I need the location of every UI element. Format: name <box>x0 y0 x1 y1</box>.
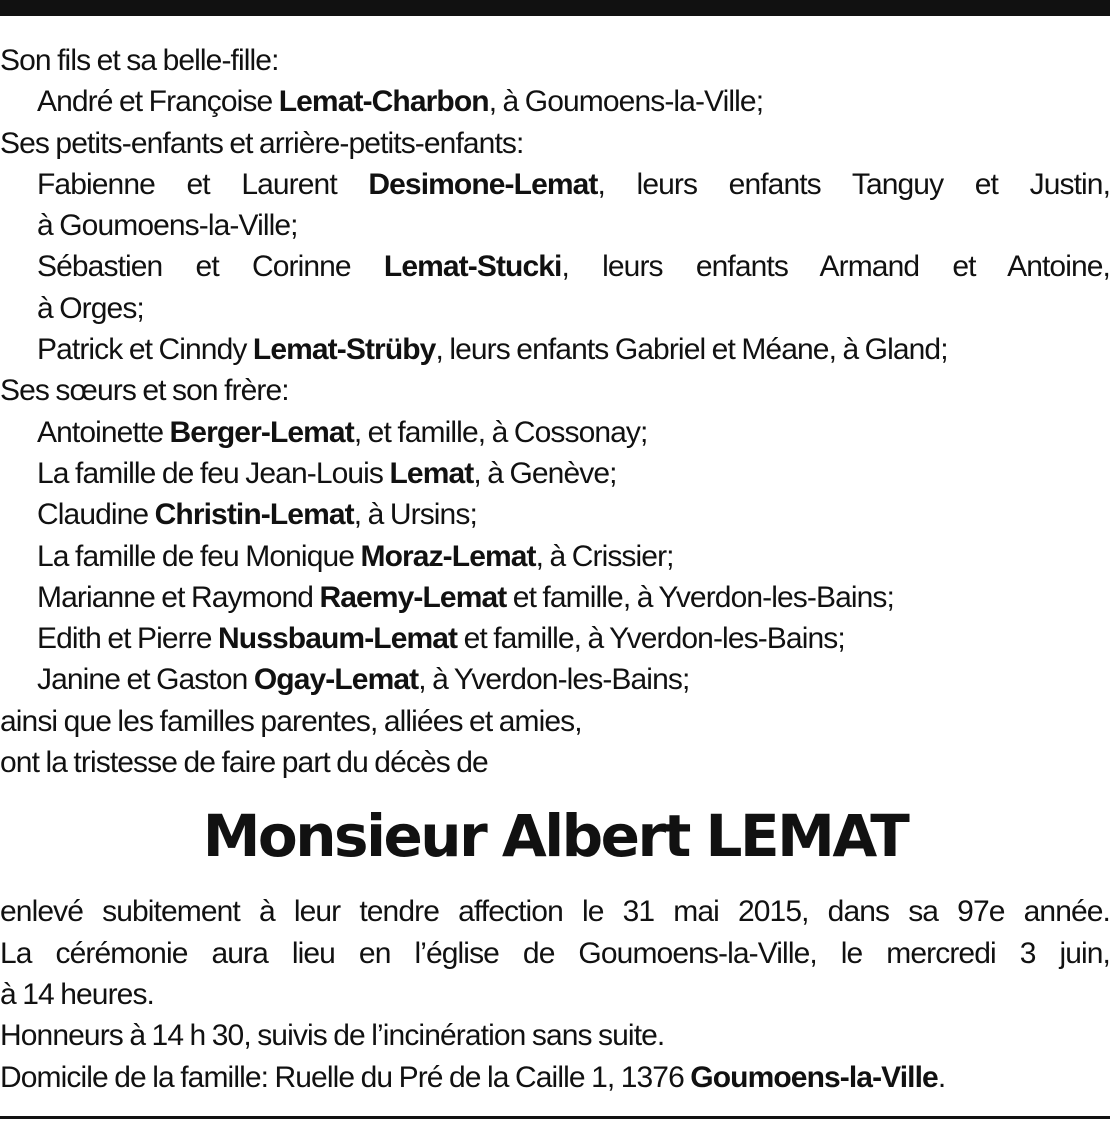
sibling-rest: , et famille, à Cossonay; <box>353 415 648 449</box>
sibling-surname: Berger-Lemat <box>169 415 354 449</box>
sibling-entry-7 <box>0 659 1110 700</box>
sibling-surname: Christin-Lemat <box>154 498 354 532</box>
sibling-first-names: Marianne et Raymond <box>37 580 320 614</box>
grandchild-surname: Lemat-Strüby <box>252 333 436 367</box>
sibling-first-names: Janine et Gaston <box>37 663 254 697</box>
son-surname: Lemat-Charbon <box>278 85 489 119</box>
intro-grandchildren: Ses petits-enfants et arrière-petits-enfants: <box>0 126 524 160</box>
ceremony-line-1: La cérémonie aura lieu en l’église de Goumoens-la-Ville, le mercredi 3 juin, <box>0 936 1110 970</box>
top-rule <box>0 0 1110 16</box>
bottom-rule <box>0 1116 1110 1119</box>
sibling-first-names: Claudine <box>37 498 155 532</box>
domicile-end: . <box>937 1060 946 1094</box>
son-first-names: André et Françoise <box>37 85 279 119</box>
grandchild-rest: , leurs enfants Gabriel et Méane, à Gland; <box>435 333 948 367</box>
sibling-surname: Lemat <box>389 456 474 490</box>
grandchild-continuation-1: à Goumoens-la-Ville; <box>37 209 298 243</box>
sibling-surname: Nussbaum-Lemat <box>218 622 458 656</box>
sibling-rest: et famille, à Yverdon-les-Bains; <box>457 622 845 656</box>
intro-siblings: Ses sœurs et son frère: <box>0 374 289 408</box>
sibling-first-names: Edith et Pierre <box>37 622 219 656</box>
sibling-rest: , à Ursins; <box>353 498 477 532</box>
domicile-address: Domicile de la famille: Ruelle du Pré de la Caille 1, 1376 <box>0 1060 691 1094</box>
grandchild-rest: , leurs enfants Tanguy et Justin, <box>597 167 1110 201</box>
sibling-rest: , à Genève; <box>473 456 617 490</box>
announcement: ont la tristesse de faire part du décès de <box>0 746 488 780</box>
honours: Honneurs à 14 h 30, suivis de l’incinération sans suite. <box>0 1019 665 1053</box>
grandchild-entry-3 <box>0 329 1110 370</box>
sibling-surname: Ogay-Lemat <box>253 663 419 697</box>
grandchild-entry-1 <box>0 164 1110 205</box>
closing-family: ainsi que les familles parentes, alliées et amies, <box>0 704 582 738</box>
sibling-first-names: La famille de feu Jean-Louis <box>37 456 390 490</box>
grandchild-first-names: Fabienne et Laurent <box>37 167 369 201</box>
grandchild-first-names: Patrick et Cinndy <box>37 333 253 367</box>
sibling-rest: , à Crissier; <box>535 539 674 573</box>
grandchild-continuation-2: à Orges; <box>37 291 144 325</box>
death-details: enlevé subitement à leur tendre affection le 31 mai 2015, dans sa 97e année. <box>0 895 1110 929</box>
grandchild-rest: , leurs enfants Armand et Antoine, <box>561 250 1110 284</box>
intro-son: Son fils et sa belle-fille: <box>0 44 279 77</box>
grandchild-surname: Desimone-Lemat <box>368 167 598 201</box>
obituary-notice <box>0 40 1110 1098</box>
grandchild-first-names: Sébastien et Corinne <box>37 250 384 284</box>
sibling-entry-5 <box>0 577 1110 618</box>
grandchild-entry-2 <box>0 246 1110 287</box>
domicile-town: Goumoens-la-Ville <box>690 1060 938 1094</box>
sibling-surname: Moraz-Lemat <box>360 539 536 573</box>
sibling-first-names: La famille de feu Monique <box>37 539 361 573</box>
sibling-entry-3 <box>0 494 1110 535</box>
sibling-entry-4 <box>0 536 1110 577</box>
grandchild-surname: Lemat-Stucki <box>383 250 562 284</box>
sibling-first-names: Antoinette <box>37 415 170 449</box>
son-location: , à Goumoens-la-Ville; <box>488 85 764 119</box>
sibling-entry-1 <box>0 412 1110 453</box>
sibling-entry-6 <box>0 618 1110 659</box>
domicile <box>0 1057 1110 1098</box>
sibling-rest: et famille, à Yverdon-les-Bains; <box>506 580 894 614</box>
deceased-name: Monsieur Albert LEMAT <box>202 802 908 871</box>
ceremony-line-2: à 14 heures. <box>0 977 154 1011</box>
son-entry <box>0 81 1110 122</box>
sibling-surname: Raemy-Lemat <box>319 580 507 614</box>
sibling-rest: , à Yverdon-les-Bains; <box>418 663 690 697</box>
sibling-entry-2 <box>0 453 1110 494</box>
